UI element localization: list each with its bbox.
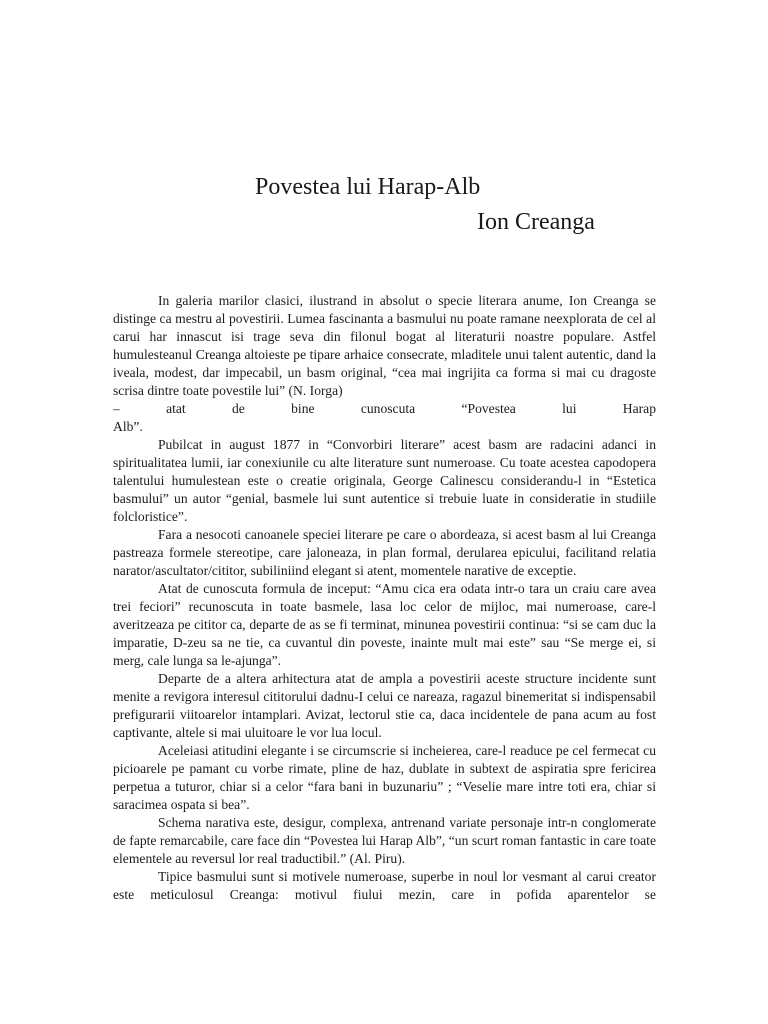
- paragraph: Schema narativa este, desigur, complexa, antrenand variate personaje intr-n conglomerate de fapte remarcabile, care face din “Povestea lui Harap Alb”, “un scurt roman fantastic in care toate elementele au reversul lor real traductibil.” (Al. Piru).: [113, 815, 656, 866]
- paragraph: [113, 292, 656, 436]
- paragraph: Pubilcat in august 1877 in “Convorbiri literare” acest basm are radacini adanci in spiritualitatea lumii, iar conexiunile cu alte literature sunt numeroase. Cu toate acestea capodopera talentului humulestean este o creatie originala, George Calinescu considerandu-l in “Estetica basmului” un autor “genial, basmele lui sunt autentice si trebuie luate in consideratie in studiile folcloristice”.: [113, 437, 656, 524]
- paragraph-justified-line: – atat de bine cunoscuta “Povestea lui Harap: [113, 401, 656, 416]
- document-body: [113, 292, 656, 904]
- paragraph-tail: Alb”.: [113, 419, 143, 434]
- paragraph-text: In galeria marilor clasici, ilustrand in absolut o specie literara anume, Ion Creanga se distinge ca mestru al povestirii. Lumea fascinanta a basmului nu poate ramane neexplorata de cel al carui har innascut isi trage seva din filonul bogat al literaturii noastre populare. Astfel humulesteanul Creanga altoieste pe tipare arhaice consecrate, mladitele unui talent autentic, dand la iveala, modest, dar impecabil, un basm original, “cea mai ingrijita ca forma si mai cu dragoste scrisa dintre toate povestile lui” (N. Iorga): [113, 293, 656, 398]
- document-author: Ion Creanga: [477, 209, 595, 235]
- paragraph: Departe de a altera arhitectura atat de ampla a povestirii aceste structure incidente sunt menite a revigora interesul cititorului dadnu-I celui ce nareaza, ragazul binemeritat si indispensabil prefigurarii viitoarelor intamplari. Avizat, lectorul stie ca, daca incidentele de pana acum au fost captivante, altele si mai uluitoare le vor lua locul.: [113, 671, 656, 740]
- paragraph: Tipice basmului sunt si motivele numeroase, superbe in noul lor vesmant al carui creator este meticulosul Creanga: motivul fiului mezin, care in pofida aparentelor se: [113, 869, 656, 902]
- paragraph: Atat de cunoscuta formula de inceput: “Amu cica era odata intr-o tara un craiu care avea trei feciori” recunoscuta in toate basmele, lasa loc celor de mijloc, mai numeroase, care-l averitzeaza pe cititor ca, departe de as se fi terminat, minunea povestirii continua: “si se cam duc la imparatie, D-zeu sa ne tie, ca cuvantul din poveste, inainte mult mai este” sau “Se merge ei, si merg, cale lunga sa le-ajunga”.: [113, 581, 656, 668]
- document-title: Povestea lui Harap-Alb: [255, 174, 481, 200]
- paragraph: Aceleiasi atitudini elegante i se circumscrie si incheierea, care-l readuce pe cel fermecat cu picioarele pe pamant cu vorbe rimate, pline de haz, dublate in subtext de aspiratia spre fericirea perpetua a tuturor, chiar si a celor “fara bani in buzunariu” ; “Veselie mare intre toti era, chiar si saracimea ospata si bea”.: [113, 743, 656, 812]
- paragraph: Fara a nesocoti canoanele speciei literare pe care o abordeaza, si acest basm al lui Creanga pastreaza formele stereotipe, care jaloneaza, in plan formal, derularea epicului, facilitand relatia narator/ascultator/cititor, subiliniind elegant si atent, momentele narative de exceptie.: [113, 527, 656, 578]
